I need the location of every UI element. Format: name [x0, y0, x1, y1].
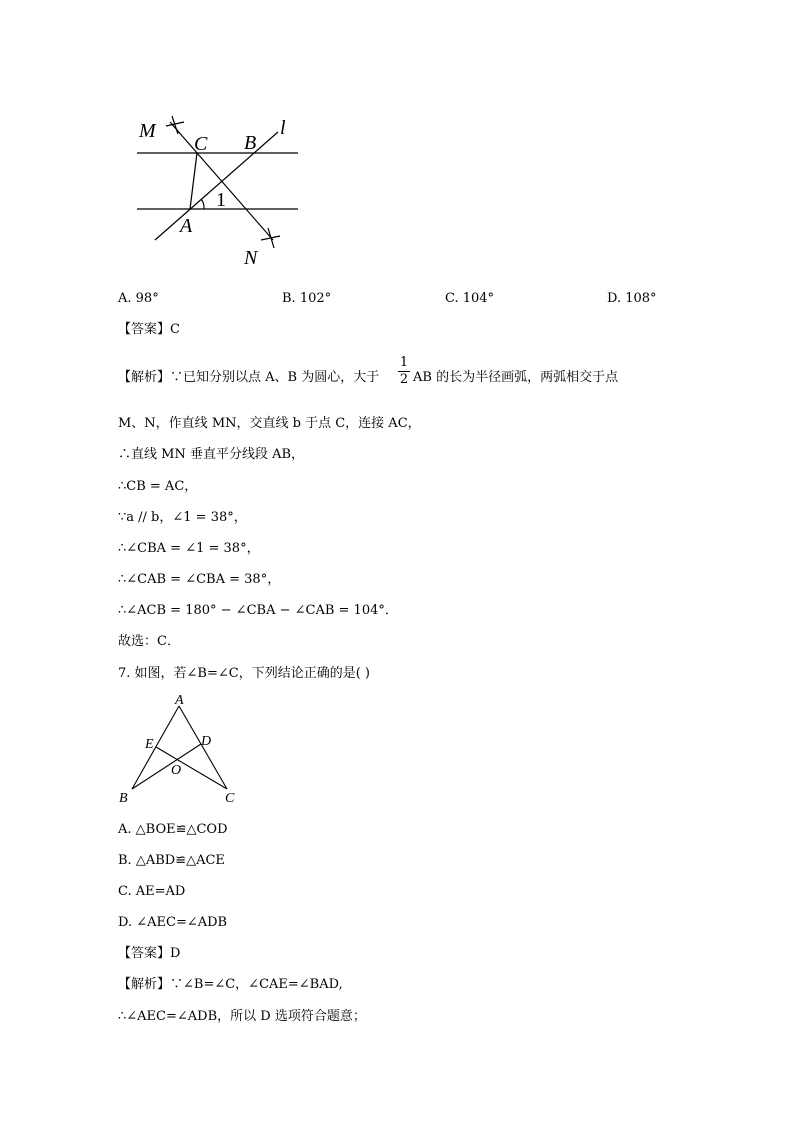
label-a: A [175, 693, 184, 708]
label-c: C [194, 133, 208, 155]
label-a: A [180, 215, 193, 237]
q6-option-a: A. 98° [118, 291, 159, 306]
q6-analysis-line: ∵a // b，∠1 = 38°， [118, 510, 247, 525]
figure-parallel-lines [130, 110, 310, 270]
segment-ce [156, 747, 227, 789]
q6-analysis-line1-before: 【解析】∵已知分别以点 A、B 为圆心，大于 [118, 370, 380, 385]
q7-option-b: B. △ABD≌△ACE [118, 853, 225, 868]
label-b: B [244, 132, 257, 154]
figure-triangle [112, 692, 247, 810]
q7-question: 7. 如图，若∠B=∠C，下列结论正确的是( ) [118, 666, 370, 681]
q6-analysis-line: ∴∠CAB = ∠CBA = 38°， [118, 572, 281, 587]
q6-analysis-line1-after: AB 的长为半径画弧，两弧相交于点 [413, 370, 619, 385]
q7-answer: 【答案】D [118, 946, 181, 961]
label-l: l [280, 117, 286, 139]
segment-ac [190, 153, 197, 209]
fraction-one-half [398, 356, 410, 387]
q7-analysis-line2: ∴∠AEC=∠ADB，所以 D 选项符合题意； [118, 1009, 366, 1024]
q7-option-d: D. ∠AEC=∠ADB [118, 915, 228, 930]
label-b: B [119, 791, 128, 806]
fraction-numerator: 1 [399, 355, 409, 370]
q6-answer: 【答案】C [118, 322, 180, 337]
q6-option-b: B. 102° [282, 291, 332, 306]
label-1: 1 [216, 189, 226, 211]
q6-analysis-line: ∴直线 MN 垂直平分线段 AB， [118, 447, 305, 462]
label-n: N [244, 247, 258, 269]
q6-analysis-line: M、N，作直线 MN，交直线 b 于点 C，连接 AC， [118, 416, 421, 431]
q6-analysis-line: 故选：C． [118, 634, 180, 649]
label-c: C [225, 791, 235, 806]
fraction-denominator: 2 [399, 372, 409, 387]
label-d: D [201, 734, 212, 749]
q6-option-d: D. 108° [607, 291, 657, 306]
angle-1-arc [201, 199, 204, 209]
q7-option-c: C. AE=AD [118, 884, 186, 899]
q7-option-a: A. △BOE≌△COD [118, 822, 228, 837]
q6-analysis-line: ∴CB = AC， [118, 479, 198, 494]
q6-analysis-line: ∴∠CBA = ∠1 = 38°， [118, 541, 260, 556]
label-e: E [145, 737, 154, 752]
q7-analysis-line1: 【解析】∵∠B=∠C，∠CAE=∠BAD, [118, 977, 343, 992]
segment-be [132, 744, 201, 789]
label-o: O [171, 763, 182, 778]
q6-option-c: C. 104° [445, 291, 495, 306]
label-m: M [139, 120, 156, 142]
q6-analysis-line: ∴∠ACB = 180° − ∠CBA − ∠CAB = 104°． [118, 603, 398, 618]
